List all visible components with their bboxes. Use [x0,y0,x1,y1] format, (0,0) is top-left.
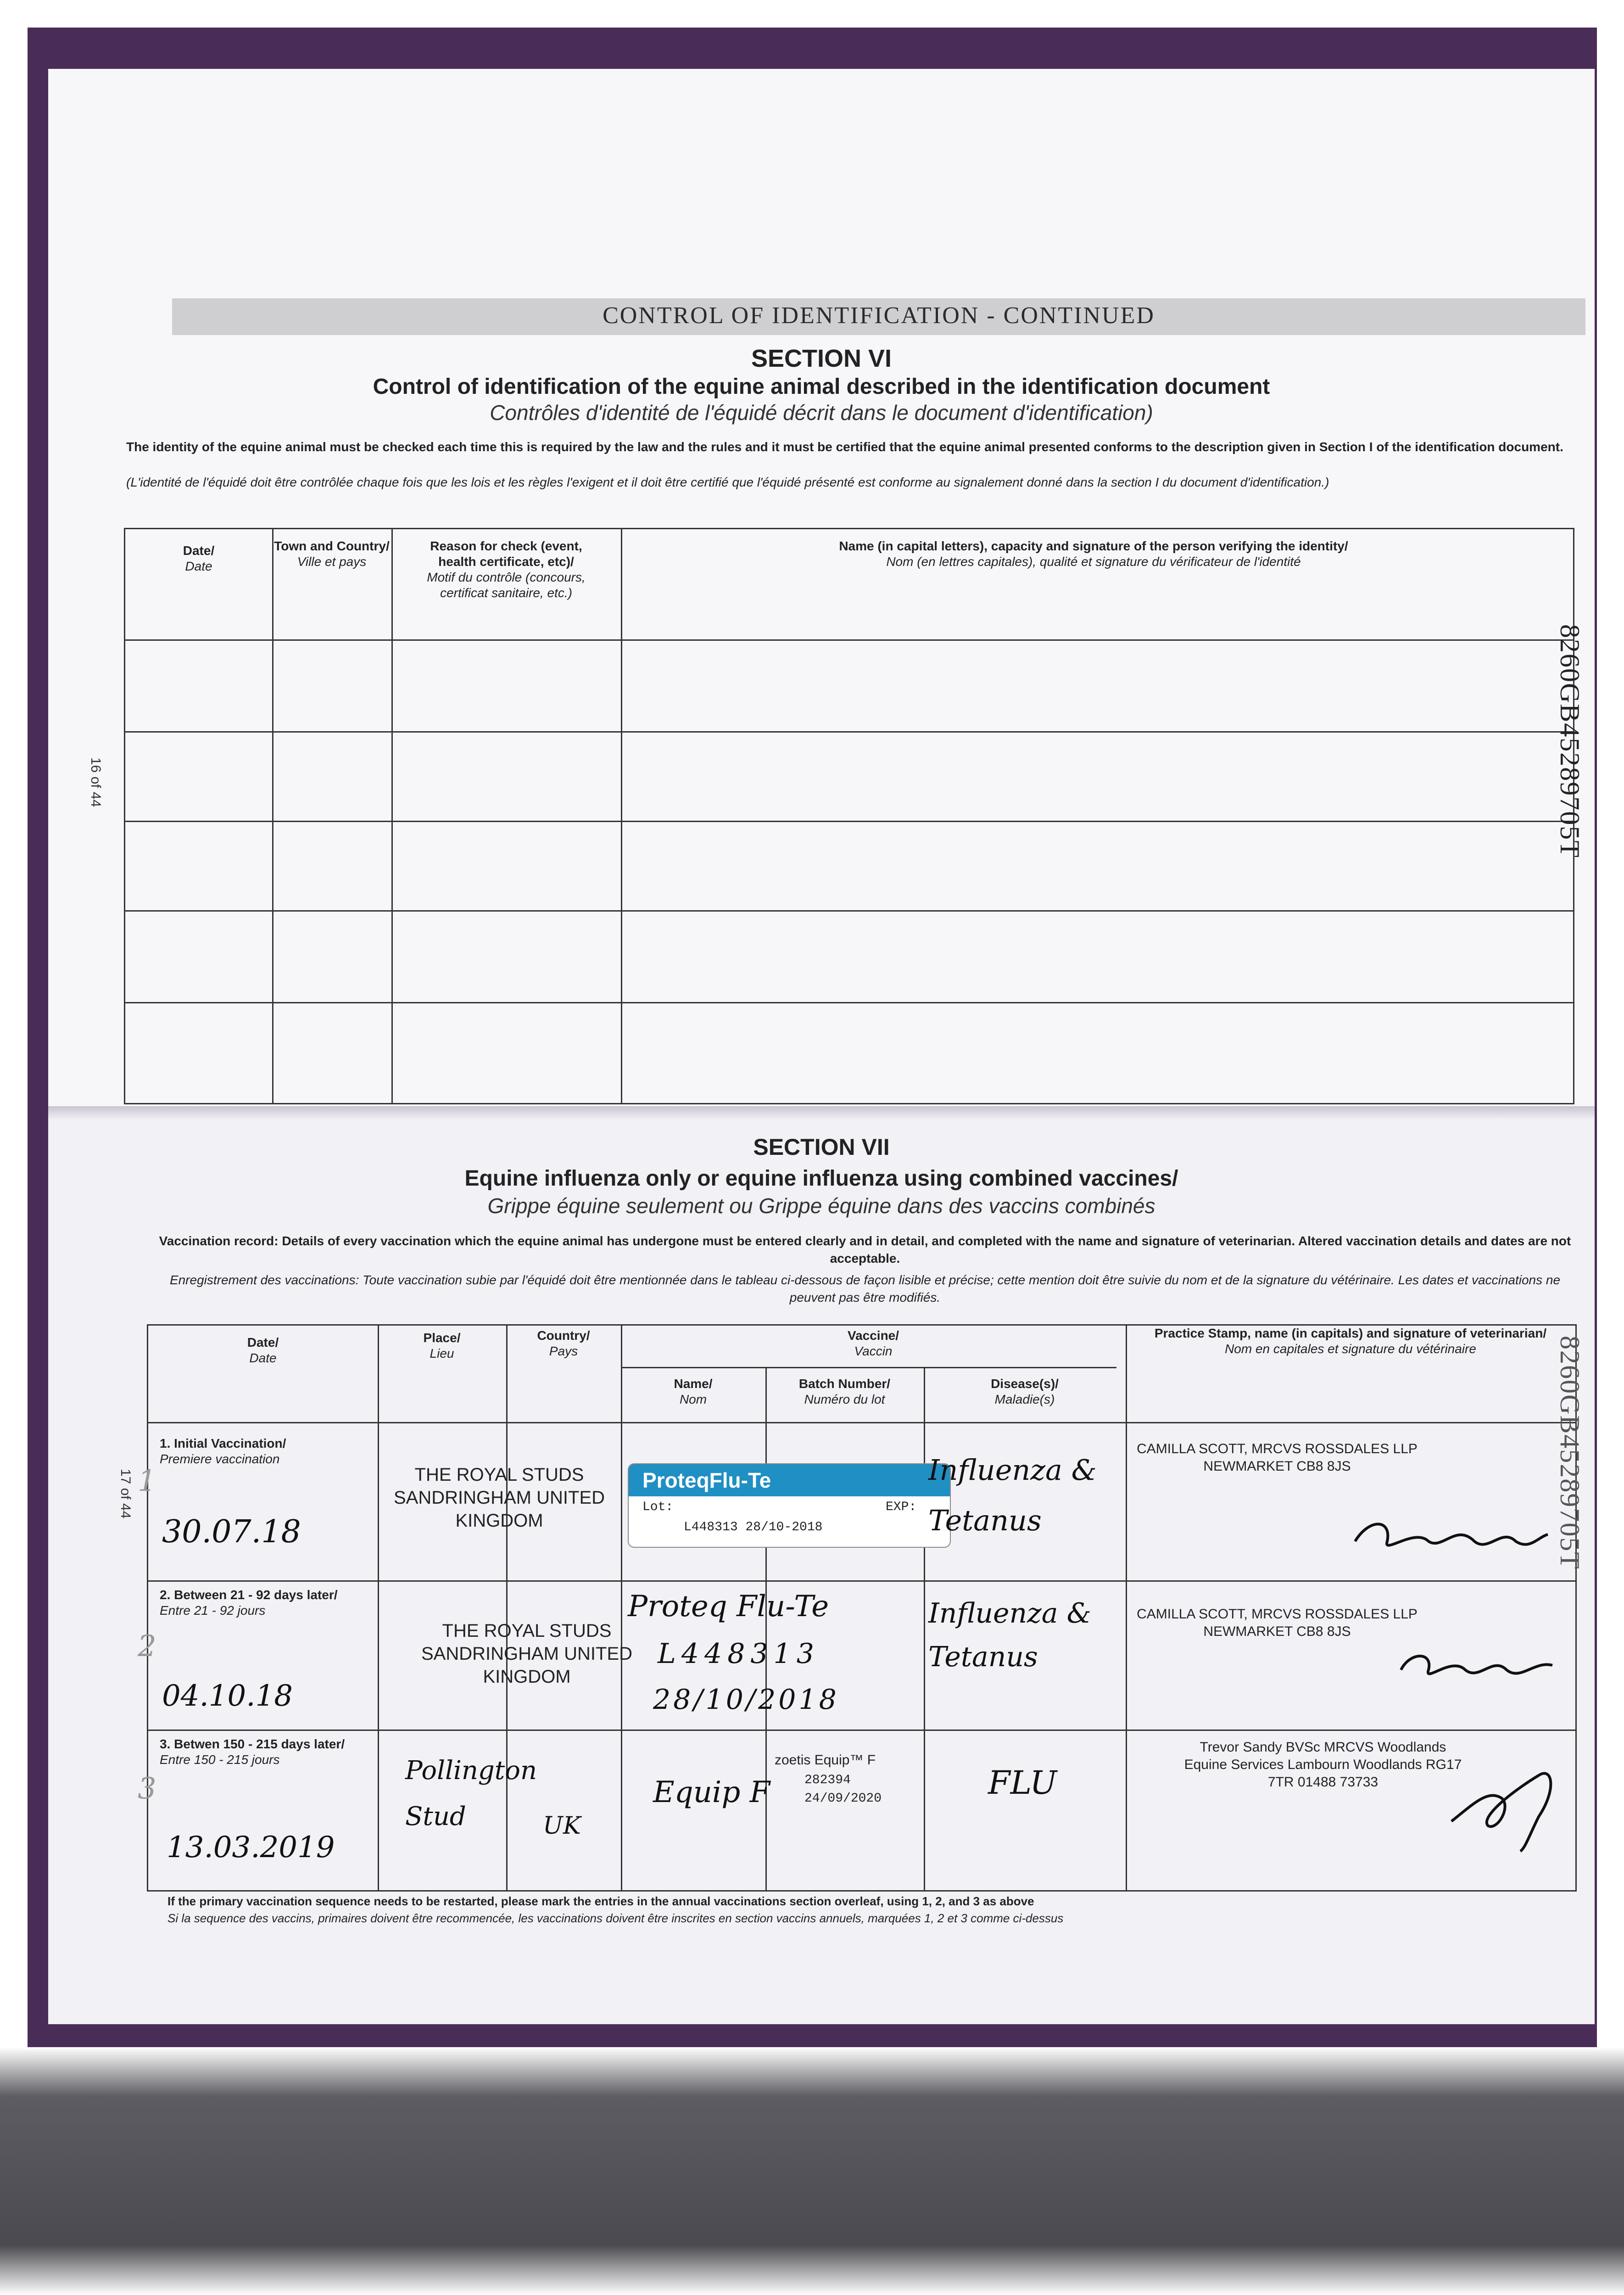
row-1-vet-stamp: CAMILLA SCOTT, MRCVS ROSSDALES LLP NEWMARKET CB8 8JS [1137,1441,1418,1474]
row-2-place: THE ROYAL STUDS SANDRINGHAM UNITED KINGDOM [421,1621,633,1687]
row-1-vet-signature [1351,1509,1552,1560]
row-2-vaccine-name: Proteq Flu-Te [628,1590,829,1623]
section-vi-note-fr: (L'identité de l'équidé doit être contrôlée chaque fois que les lois et les règles l'exigent et il doit être certifié que l'équidé présenté est conforme au signalement donné dans la section I du document d'identification.) [126,475,1329,489]
row-3-index: 3 [138,1772,156,1806]
passport-number-partial: 8260GB45289705T [1555,1336,1585,1570]
row-3-label-batch: 282394 [804,1773,851,1787]
col-header-practice-stamp: Practice Stamp, name (in capitals) and signature of veterinarian/ Nom en capitales et signature du vétérinaire [1154,1326,1547,1356]
page-section-vi [48,69,1595,1120]
section-vi-subtitle-fr: Contrôles d'identité de l'équidé décrit dans le document d'identification) [490,401,1153,425]
col-header-vaccine: Vaccine/ Vaccin [847,1328,899,1358]
row-2-expiry: 28/10/2018 [653,1684,839,1716]
row-2-batch-number: L448313 [658,1638,820,1670]
row-1-date: 30.07.18 [162,1514,301,1550]
page-number-17: 17 of 44 [118,1469,133,1519]
row-3-label: 3. Betwen 150 - 215 days later/ Entre 150 - 215 jours [160,1737,345,1767]
passport-number: 8260GB45289705T [1555,624,1585,858]
row-2-label: 2. Between 21 - 92 days later/ Entre 21 - 92 jours [160,1588,338,1618]
row-1-place: THE ROYAL STUDS SANDRINGHAM UNITED KINGDOM [393,1465,605,1531]
row-3-disease: FLU [988,1764,1057,1802]
scan-shadow-bottom [0,2047,1624,2295]
band-title: CONTROL OF IDENTIFICATION - CONTINUED [603,302,1155,329]
section-vii-subtitle-en: Equine influenza only or equine influenza using combined vaccines/ [464,1166,1178,1191]
col-header-place: Place/ Lieu [423,1331,461,1360]
row-1-vaccine-brand: ProteqFlu-Te [629,1464,950,1496]
col-header-vaccine-name: Name/ Nom [674,1377,713,1406]
row-2-vet-signature [1396,1642,1562,1688]
section-vii-note-en: Vaccination record: Details of every vaccination which the equine animal has undergone must be entered clearly and in detail, and completed with the name and signature of veterinarian. Altered vaccination details and dates are not acceptable. [159,1234,1571,1265]
section-vii-title: SECTION VII [753,1134,890,1160]
row-3-label-expiry: 24/09/2020 [804,1791,882,1806]
passport-booklet [28,28,1597,2047]
row-1-index: 1 [138,1464,156,1498]
row-2-disease: Influenza & Tetanus [928,1597,1092,1673]
row-3-vet-stamp: Trevor Sandy BVSc MRCVS Woodlands Equine Services Lambourn Woodlands RG17 7TR 01488 73733 [1184,1740,1462,1790]
row-3-place: Pollington Stud [405,1756,537,1831]
row-1-vaccine-label [628,1463,951,1548]
footnote-fr: Si la sequence des vaccins, primaires doivent être recommencée, les vaccinations doivent être inscrites en section vaccins annuels, marquées 1, 2 et 3 comme ci-dessus [167,1911,1064,1925]
row-1-disease: Influenza & Tetanus [928,1453,1097,1537]
row-1-exp-label: EXP: [886,1500,917,1514]
col-header-verifier: Name (in capital letters), capacity and signature of the person verifying the identity/ Nom (en lettres capitales), qualité et signature du vérificateur de l'identité [839,539,1348,569]
section-header-band [172,298,1585,335]
col-header-batch-number: Batch Number/ Numéro du lot [798,1377,891,1406]
row-1-lot-label: Lot: [642,1500,674,1514]
page-number-16: 16 of 44 [88,757,103,807]
col-header-date: Date/ Date [183,543,215,573]
row-3-country: UK [543,1812,581,1840]
section-vi-note-en: The identity of the equine animal must be checked each time this is required by the law and the rules and it must be certified that the equine animal presented conforms to the description given in Section I of the identification document. [126,440,1563,454]
section-vi-subtitle-en: Control of identification of the equine animal described in the identification document [373,375,1270,399]
section-vii-note-fr: Enregistrement des vaccinations: Toute vaccination subie par l'équidé doit être mentionnée dans le tableau ci-dessous de façon lisible et précise; cette mention doit être suivie du nom et de la signature du vétérinaire. Les dates et vaccinations ne peuvent pas être modifiés. [169,1273,1561,1304]
footnote-en: If the primary vaccination sequence needs to be restarted, please mark the entries in the annual vaccinations section overleaf, using 1, 2, and 3 as above [167,1894,1034,1908]
identity-check-table [124,528,1574,1104]
row-2-index: 2 [138,1629,156,1663]
section-vii-subtitle-fr: Grippe équine seulement ou Grippe équine dans des vaccins combinés [487,1194,1155,1218]
row-2-vet-stamp: CAMILLA SCOTT, MRCVS ROSSDALES LLP NEWMARKET CB8 8JS [1137,1606,1418,1639]
row-1-label: 1. Initial Vaccination/ Premiere vaccination [160,1436,286,1466]
col-header-country: Country/ Pays [537,1328,590,1358]
section-vi-title: SECTION VI [751,345,892,372]
row-3-date: 13.03.2019 [167,1830,335,1864]
col-header-reason: Reason for check (event, health certificate, etc)/ Motif du contrôle (concours, certificat sanitaire, etc.) [427,539,586,600]
vaccination-table [147,1324,1577,1892]
col-header-date: Date/ Date [247,1335,279,1365]
col-header-town-country: Town and Country/ Ville et pays [274,539,390,569]
row-3-label-brand: zoetis Equip™ F [775,1752,876,1768]
row-2-date: 04.10.18 [162,1679,293,1713]
row-1-lot-expiry: L448313 28/10-2018 [684,1520,823,1534]
page-section-vii [48,1106,1595,2024]
scan-margin-top [0,0,1624,28]
row-3-vaccine-name: Equip F [653,1775,770,1809]
row-3-vet-signature [1447,1762,1566,1853]
col-header-disease: Disease(s)/ Maladie(s) [991,1377,1059,1406]
